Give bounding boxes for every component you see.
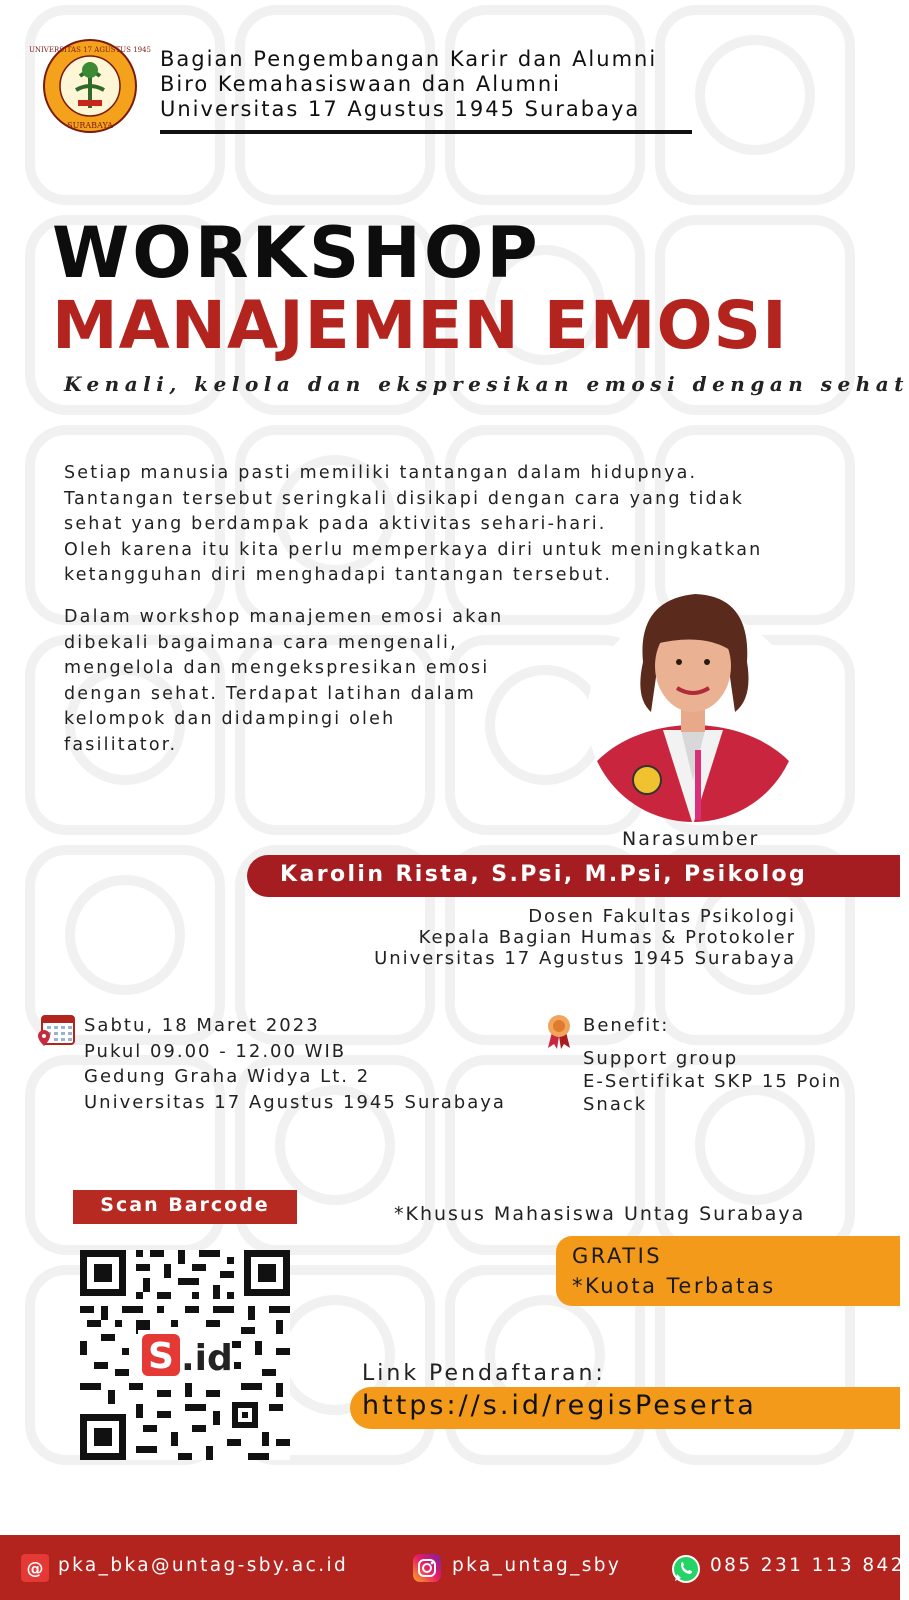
intro-paragraph-1 — [64, 461, 762, 589]
registration-link[interactable]: https://s.id/regisPeserta — [362, 1390, 757, 1421]
text-line: fasilitator. — [64, 734, 178, 755]
whatsapp-icon — [671, 1554, 701, 1584]
qr-logo-id: .id — [181, 1338, 233, 1379]
footer-instagram[interactable]: pka_untag_sby — [452, 1555, 622, 1576]
event-location: Universitas 17 Agustus 1945 Surabaya — [84, 1092, 506, 1113]
footer-whatsapp[interactable]: 085 231 113 842 — [710, 1555, 905, 1576]
svg-text:@: @ — [26, 1559, 44, 1579]
audience-note: *Khusus Mahasiswa Untag Surabaya — [394, 1203, 806, 1225]
qr-logo-s: S — [148, 1336, 174, 1377]
intro-paragraph-2 — [64, 605, 503, 759]
benefit-label: Benefit: — [583, 1015, 670, 1036]
quota-text: *Kuota Terbatas — [572, 1274, 776, 1298]
logo-text-bottom: SURABAYA — [67, 121, 113, 130]
speaker-role-2: Kepala Bagian Humas & Protokoler — [418, 927, 796, 948]
calendar-location-icon — [36, 1012, 76, 1048]
benefit-item-3: Snack — [583, 1094, 648, 1115]
org-line-2: Biro Kemahasiswaan dan Alumni — [160, 72, 561, 96]
speaker-label: Narasumber — [622, 828, 760, 850]
email-icon — [21, 1554, 49, 1582]
speaker-name: Karolin Rista, S.Psi, M.Psi, Psikolog — [280, 862, 808, 887]
event-time: Pukul 09.00 - 12.00 WIB — [84, 1041, 347, 1062]
title-manajemen-emosi: MANAJEMEN EMOSI — [52, 287, 788, 364]
gratis-text: GRATIS — [572, 1244, 663, 1268]
benefit-item-1: Support group — [583, 1048, 739, 1069]
text-line: ketangguhan diri menghadapi tantangan tersebut. — [64, 565, 613, 586]
award-ribbon-icon — [546, 1014, 572, 1050]
speaker-photo — [585, 580, 801, 824]
org-line-3: Universitas 17 Agustus 1945 Surabaya — [160, 97, 641, 121]
scan-barcode-label: Scan Barcode — [100, 1194, 270, 1216]
org-line-1: Bagian Pengembangan Karir dan Alumni — [160, 47, 658, 71]
university-logo — [28, 38, 152, 134]
event-venue: Gedung Graha Widya Lt. 2 — [84, 1066, 371, 1087]
text-line: Oleh karena itu kita perlu memperkaya diri untuk meningkatkan — [64, 539, 763, 560]
speaker-role-3: Universitas 17 Agustus 1945 Surabaya — [374, 948, 796, 969]
text-line: Tantangan tersebut seringkali disikapi dengan cara yang tidak — [64, 488, 745, 509]
link-label: Link Pendaftaran: — [362, 1361, 606, 1386]
text-line: Setiap manusia pasti memiliki tantangan dalam hidupnya. — [64, 463, 698, 483]
header-divider — [160, 130, 692, 134]
text-line: dibekali bagaimana cara mengenali, — [64, 632, 458, 653]
text-line: dengan sehat. Terdapat latihan dalam — [64, 683, 477, 704]
tagline: Kenali, kelola dan ekspresikan emosi dengan sehat — [64, 372, 909, 396]
benefit-item-2: E-Sertifikat SKP 15 Poin — [583, 1071, 843, 1092]
text-line: Dalam workshop manajemen emosi akan — [64, 607, 504, 627]
text-line: sehat yang berdampak pada aktivitas sehari-hari. — [64, 514, 607, 535]
text-line: mengelola dan mengekspresikan emosi — [64, 658, 490, 679]
text-line: kelompok dan didampingi oleh — [64, 709, 396, 730]
speaker-role-1: Dosen Fakultas Psikologi — [528, 906, 796, 927]
title-workshop: WORKSHOP — [52, 212, 541, 294]
footer-email[interactable]: pka_bka@untag-sby.ac.id — [58, 1555, 349, 1576]
registration-qr-code[interactable] — [80, 1250, 290, 1460]
event-date: Sabtu, 18 Maret 2023 — [84, 1015, 320, 1036]
logo-text-top: UNIVERSITAS 17 AGUSTUS 1945 — [28, 46, 152, 54]
instagram-icon — [413, 1554, 441, 1582]
